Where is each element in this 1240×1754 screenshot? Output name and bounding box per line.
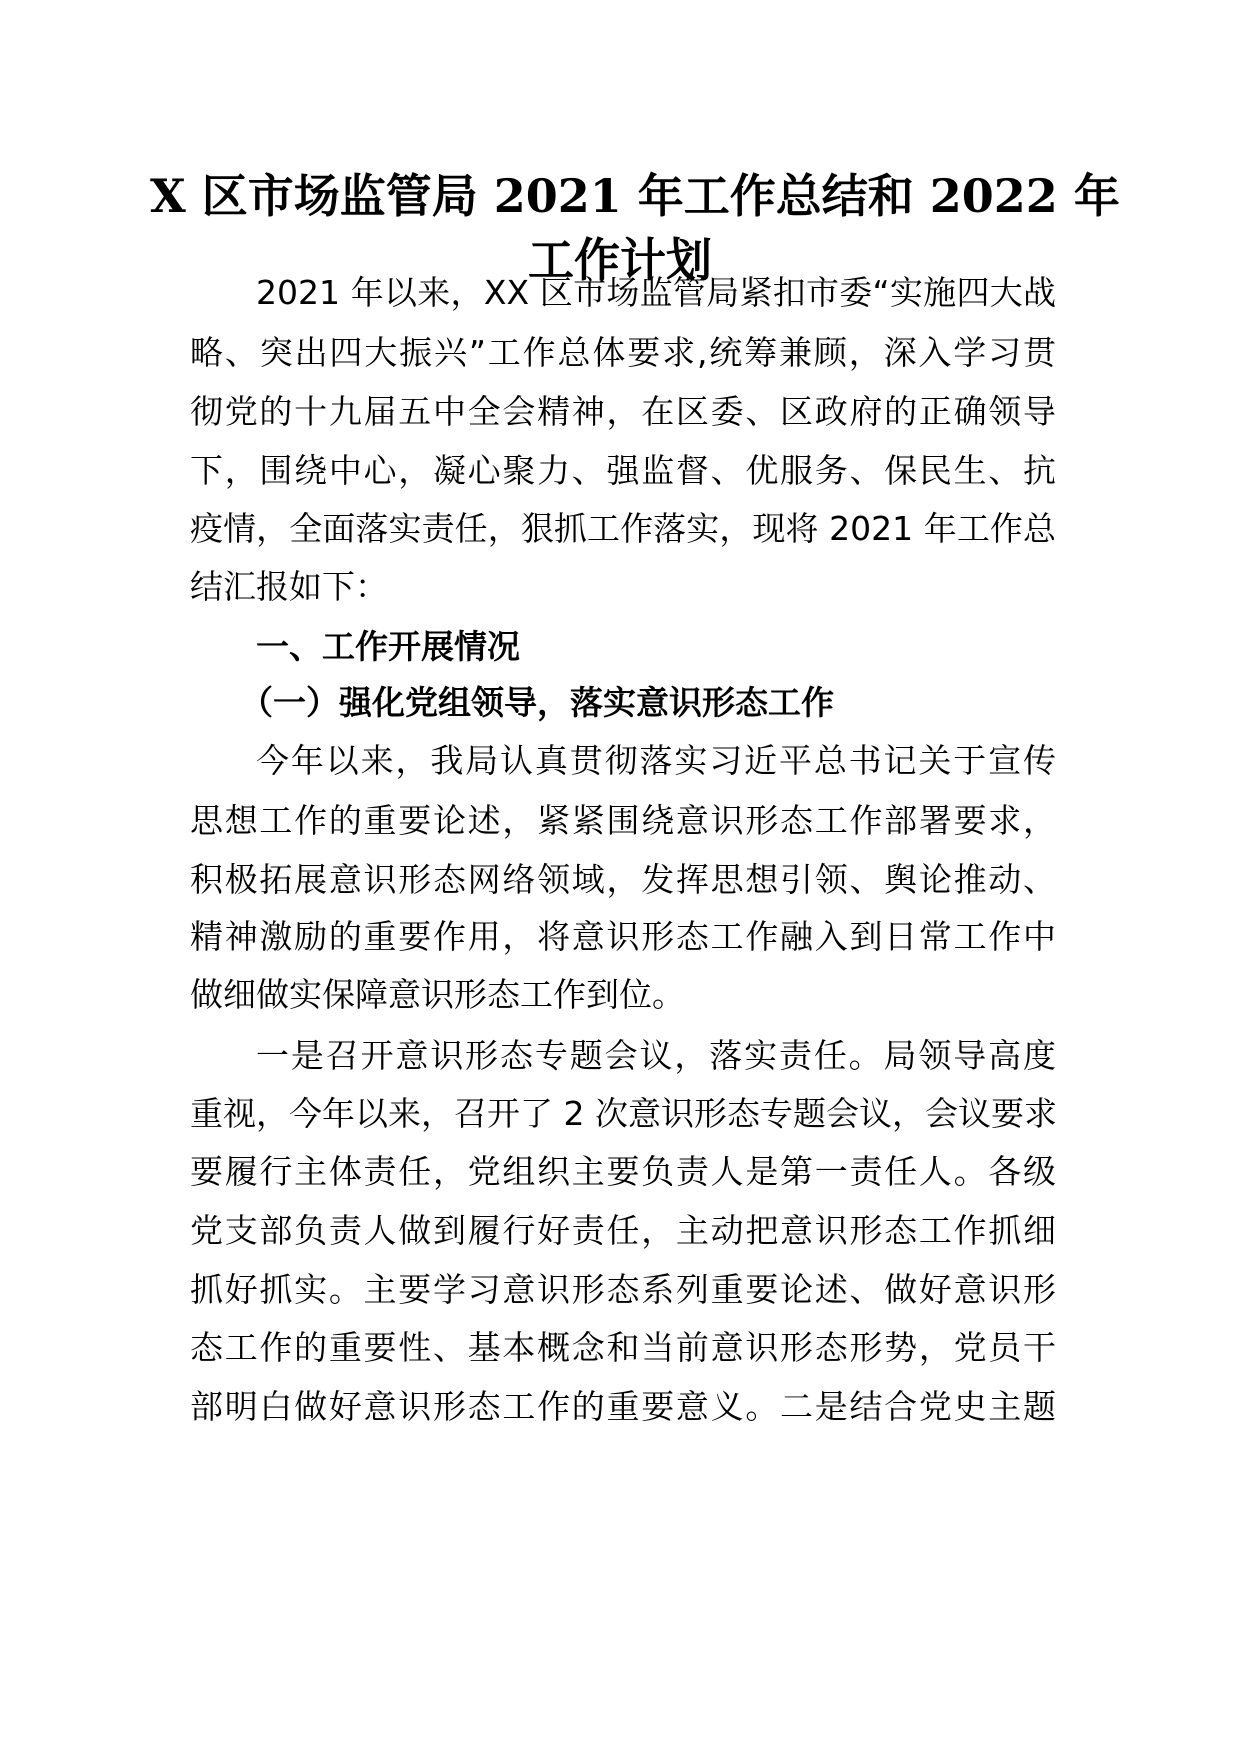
paragraph-line: 重视，今年以来，召开了 2 次意识形态专题会议，会议要求 — [190, 1094, 1057, 1133]
intro-line: 疫情，全面落实责任，狠抓工作落实，现将 2021 年工作总 — [190, 509, 1056, 548]
intro-line: 下，围绕中心，凝心聚力、强监督、优服务、保民生、抗 — [190, 451, 1056, 490]
paragraph-line: 要履行主体责任，党组织主要负责人是第一责任人。各级 — [190, 1152, 1056, 1191]
paragraph-line: 今年以来，我局认真贯彻落实习近平总书记关于宣传 — [256, 741, 1056, 780]
paragraph-line: 精神激励的重要作用，将意识形态工作融入到日常工作中 — [190, 917, 1056, 956]
document-title-line-2: 工作计划 — [528, 233, 712, 287]
paragraph-line: 积极拓展意识形态网络领域，发挥思想引领、舆论推动、 — [190, 860, 1056, 899]
paragraph-line: 抓好抓实。主要学习意识形态系列重要论述、做好意识形 — [190, 1270, 1056, 1309]
paragraph-line: 部明白做好意识形态工作的重要意义。二是结合党史主题 — [190, 1387, 1056, 1426]
paragraph-line: 做细做实保障意识形态工作到位。 — [190, 975, 685, 1014]
paragraph-line: 党支部负责人做到履行好责任，主动把意识形态工作抓细 — [190, 1211, 1056, 1250]
document-title-line-1: X 区市场监管局 2021 年工作总结和 2022 年 — [150, 169, 1120, 223]
paragraph-line: 一是召开意识形态专题会议，落实责任。局领导高度 — [256, 1036, 1056, 1075]
subsection-heading: （一）强化党组领导，落实意识形态工作 — [240, 683, 834, 722]
paragraph-line: 态工作的重要性、基本概念和当前意识形态形势，党员干 — [190, 1328, 1056, 1367]
intro-line: 2021 年以来，XX 区市场监管局紧扣市委“实施四大战 — [256, 273, 1056, 312]
intro-line: 彻党的十九届五中全会精神，在区委、区政府的正确领导 — [190, 392, 1056, 431]
intro-line: 略、突出四大振兴”工作总体要求,统筹兼顾，深入学习贯 — [190, 333, 1056, 372]
paragraph-line: 思想工作的重要论述，紧紧围绕意识形态工作部署要求， — [190, 801, 1056, 840]
section-heading: 一、工作开展情况 — [256, 627, 520, 666]
intro-line: 结汇报如下： — [190, 567, 388, 606]
